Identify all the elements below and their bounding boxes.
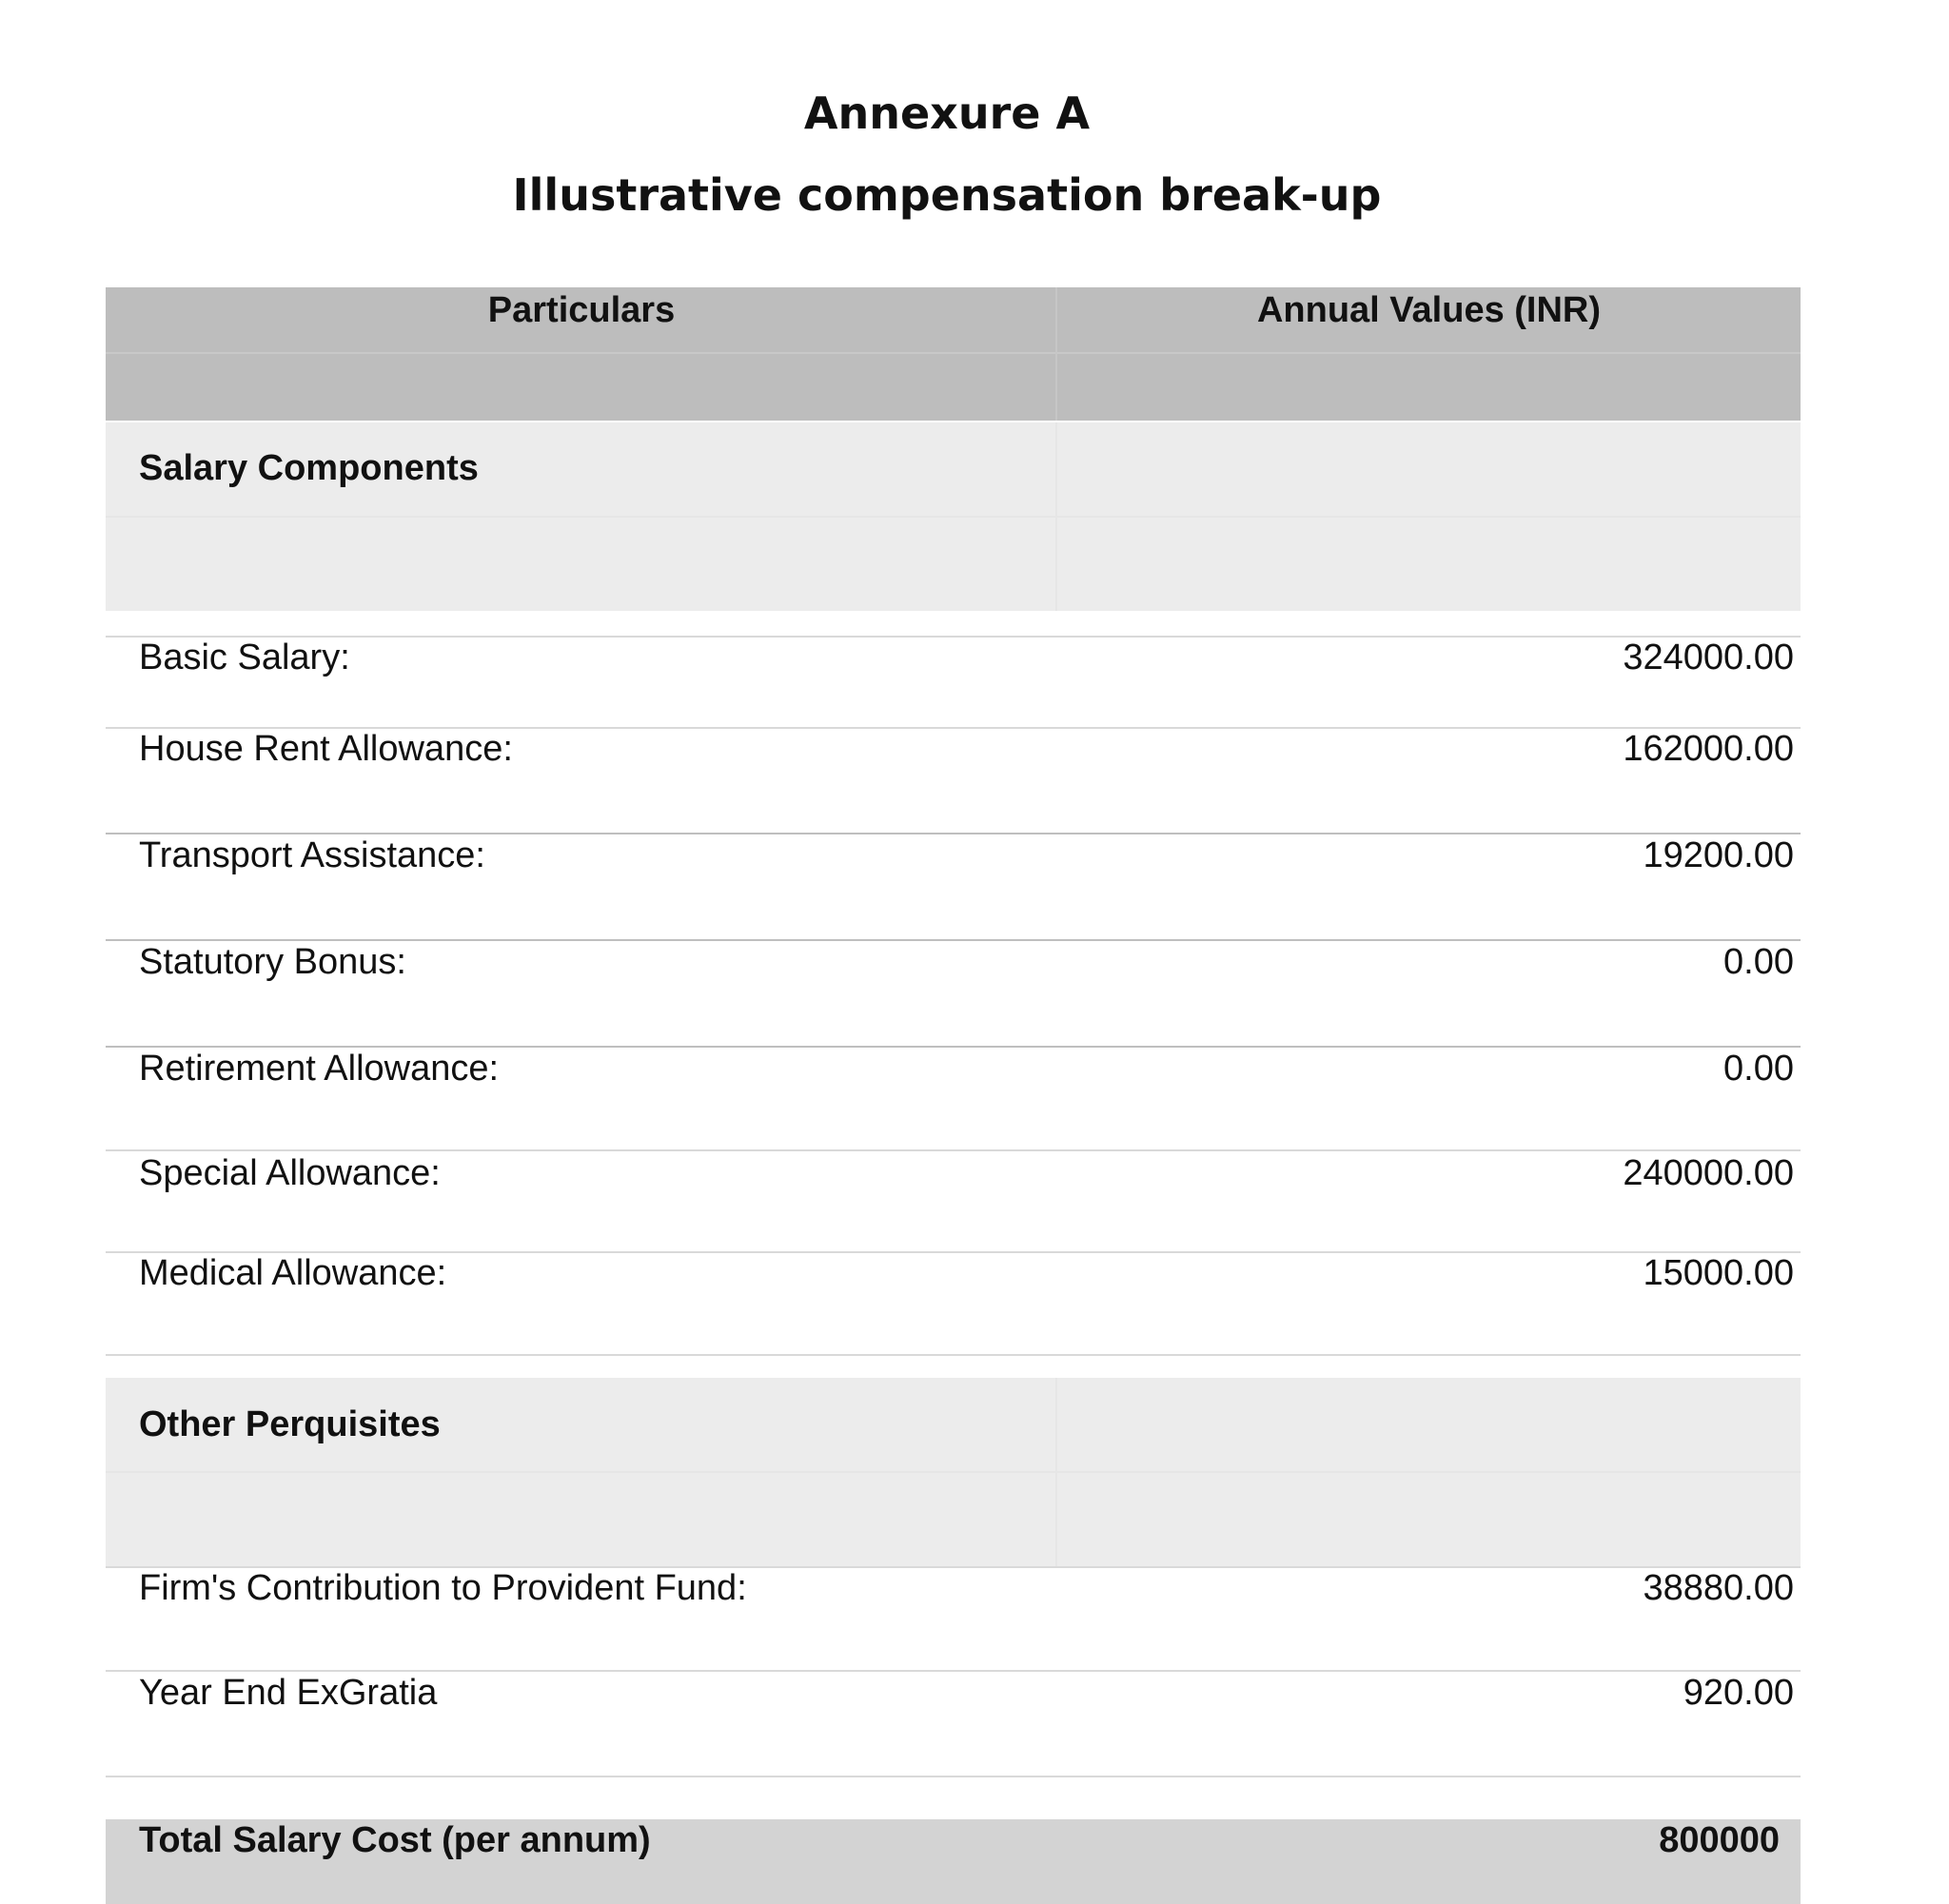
row-rule xyxy=(106,1046,1801,1048)
row-rule xyxy=(106,636,1801,638)
row-value-basic-salary: 324000.00 xyxy=(1623,638,1794,677)
column-header-particulars: Particulars xyxy=(487,290,676,330)
row-value-transport-assistance: 19200.00 xyxy=(1643,835,1794,875)
row-rule xyxy=(106,1354,1801,1356)
row-value-medical-allowance: 15000.00 xyxy=(1643,1253,1794,1293)
document-subtitle: Illustrative compensation break-up xyxy=(512,169,1382,221)
row-label-retirement-allowance: Retirement Allowance: xyxy=(139,1049,500,1089)
column-divider xyxy=(1055,1378,1057,1566)
row-value-house-rent-allowance: 162000.00 xyxy=(1623,729,1794,769)
row-rule xyxy=(106,1670,1801,1672)
row-label-transport-assistance: Transport Assistance: xyxy=(139,835,485,875)
total-label: Total Salary Cost (per annum) xyxy=(139,1820,651,1860)
row-value-retirement-allowance: 0.00 xyxy=(1723,1049,1794,1089)
row-rule xyxy=(106,939,1801,941)
column-divider xyxy=(1055,422,1057,611)
row-label-medical-allowance: Medical Allowance: xyxy=(139,1253,447,1293)
row-label-special-allowance: Special Allowance: xyxy=(139,1153,441,1193)
section-label-salary-components: Salary Components xyxy=(139,448,479,488)
row-value-statutory-bonus: 0.00 xyxy=(1723,942,1794,982)
section-divider xyxy=(106,516,1801,518)
document-title: Annexure A xyxy=(803,88,1091,139)
row-label-house-rent-allowance: House Rent Allowance: xyxy=(139,729,513,769)
section-divider xyxy=(106,1471,1801,1473)
row-rule xyxy=(106,1149,1801,1151)
row-label-basic-salary: Basic Salary: xyxy=(139,638,350,677)
header-divider xyxy=(106,352,1801,354)
row-value-year-end-exgratia: 920.00 xyxy=(1683,1673,1794,1713)
row-value-special-allowance: 240000.00 xyxy=(1623,1153,1794,1193)
row-rule xyxy=(106,833,1801,834)
section-label-other-perquisites: Other Perquisites xyxy=(139,1404,441,1444)
row-label-statutory-bonus: Statutory Bonus: xyxy=(139,942,406,982)
column-header-annual-values: Annual Values (INR) xyxy=(1256,290,1602,330)
row-label-year-end-exgratia: Year End ExGratia xyxy=(139,1673,438,1713)
total-value: 800000 xyxy=(1659,1820,1780,1860)
row-value-provident-fund: 38880.00 xyxy=(1643,1568,1794,1608)
row-label-provident-fund: Firm's Contribution to Provident Fund: xyxy=(139,1568,747,1608)
row-rule xyxy=(106,1776,1801,1777)
